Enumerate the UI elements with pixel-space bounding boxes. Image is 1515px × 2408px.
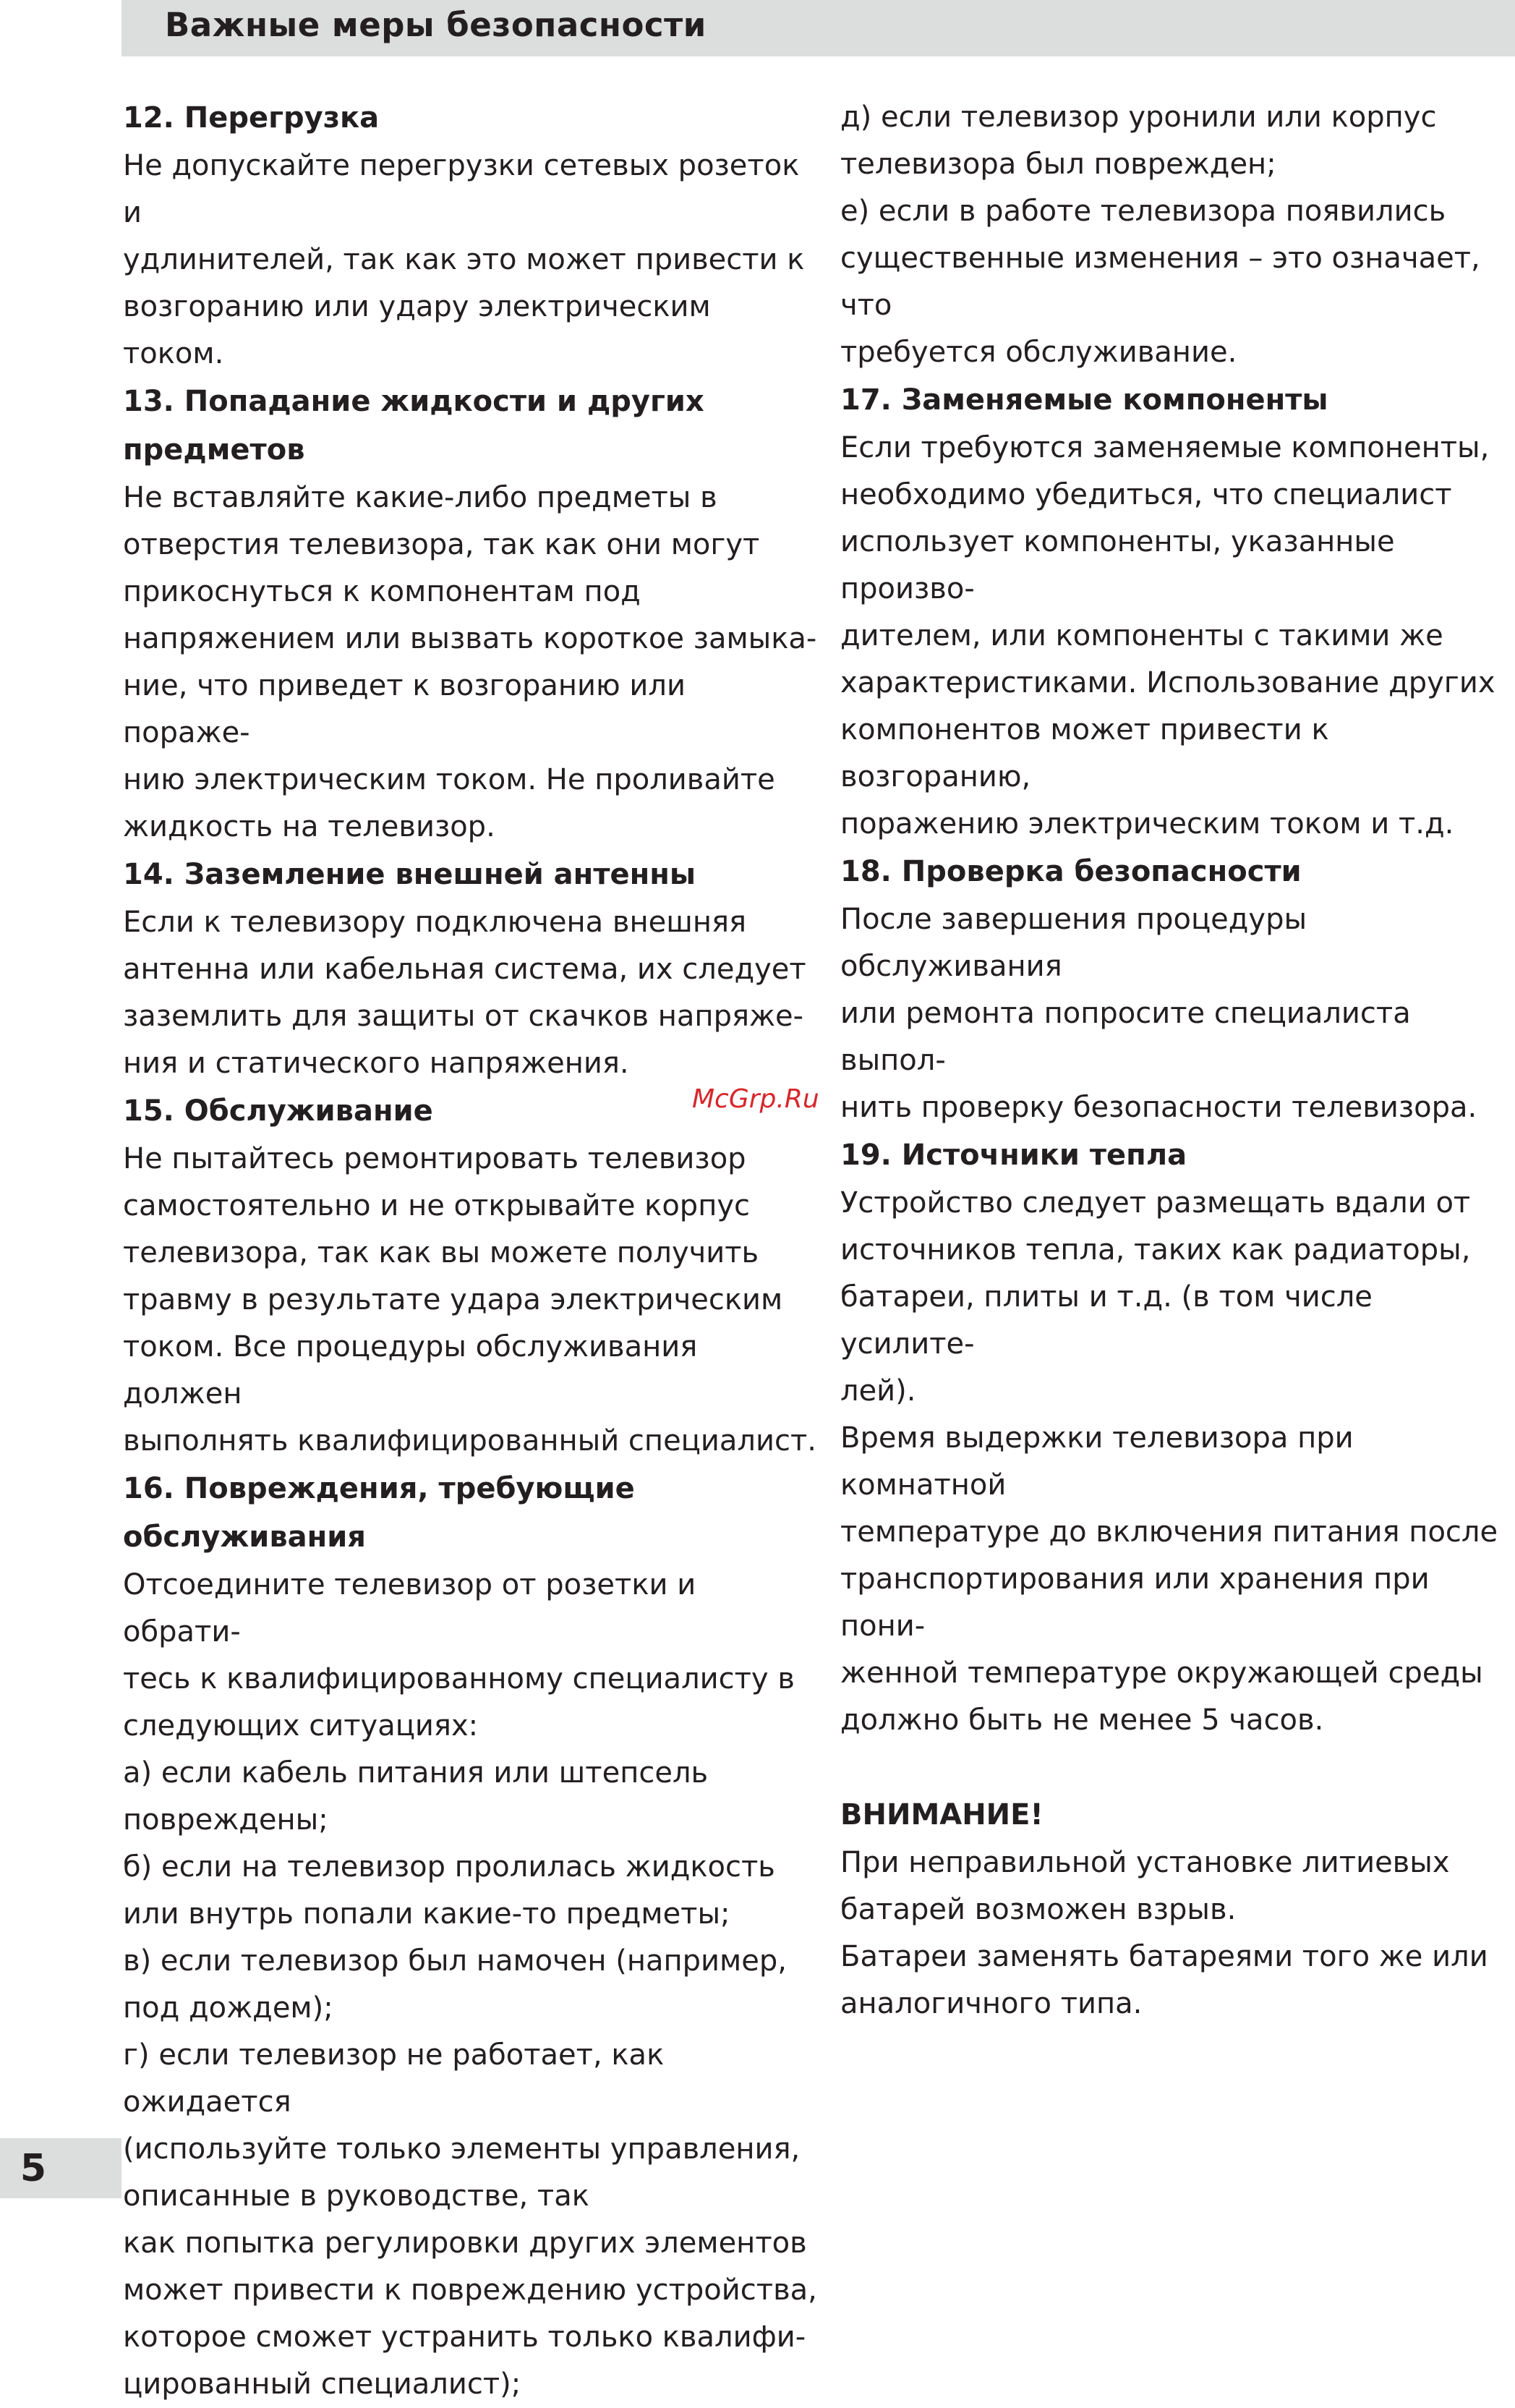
section-19-body: Устройство следует размещать вдали от источников тепла, таких как радиаторы, батареи, плиты и т.д. (в том числе усилите- лей). Время выдержки телевизора при комнатной температуре до включения питания после транспортирования или хранения при пони- женной температуре окружающей среды должно быть не менее 5 часов.: [840, 1186, 1498, 1737]
warning-title: ВНИМАНИЕ!: [840, 1798, 1044, 1831]
spacer: [840, 1744, 1513, 1791]
section-16-title: 16. Повреждения, требующие обслуживания: [123, 1472, 635, 1554]
section-19-title: 19. Источники тепла: [840, 1139, 1187, 1172]
section-12-title: 12. Перегрузка: [123, 101, 380, 135]
watermark-text: McGrp.Ru: [692, 1084, 819, 1114]
section-12-body: Не допускайте перегрузки сетевых розеток и удлинителей, так как это может привести к возгоранию или удару электрическим током.: [123, 149, 805, 370]
warning-body: При неправильной установке литиевых батарей возможен взрыв. Батареи заменять батареями того же или аналогичного типа.: [840, 1846, 1488, 2020]
section-17-body: Если требуются заменяемые компоненты, необходимо убедиться, что специалист использует компоненты, указанные произво- дителем, или компоненты с такими же характеристиками. Использование других компонентов может привести к возгоранию, поражению электрическим током и т.д.: [840, 431, 1495, 841]
section-13-title: 13. Попадание жидкости и других предметов: [123, 385, 704, 467]
section-18-body: После завершения процедуры обслуживания или ремонта попросите специалиста выпол- нить проверку безопасности телевизора.: [840, 903, 1477, 1124]
section-16-continuation: д) если телевизор уронили или корпус телевизора был поврежден; е) если в работе телевизора появились существенные изменения – это означает, что требуется обслуживание.: [840, 101, 1480, 369]
page-title: Важные меры безопасности: [165, 6, 707, 44]
section-13-body: Не вставляйте какие-либо предметы в отверстия телевизора, так как они могут прикоснуться к компонентам под напряжением или вызвать короткое замыка- ние, что приведет к возгоранию или пораже- нию электрическим током. Не проливайте жидкость на телевизор.: [123, 481, 817, 843]
section-17-title: 17. Заменяемые компоненты: [840, 383, 1328, 417]
section-16-body: Отсоедините телевизор от розетки и обрати- тесь к квалифицированному специалисту в следующих ситуациях: а) если кабель питания или штепсель повреждены; б) если на телевизор пролилась жидкость или внутрь попали какие-то предметы; в) если телевизор был намочен (например, под дождем); г) если телевизор не работает, как ожидается (используйте только элементы управления, описанные в руководстве, так как попытка регулировки других элементов может привести к повреждению устройства, которое сможет устранить только квалифи- цированный специалист);: [123, 1568, 817, 2401]
section-14-title: 14. Заземление внешней антенны: [123, 858, 696, 891]
section-18-title: 18. Проверка безопасности: [840, 855, 1302, 888]
left-column: [123, 94, 817, 2408]
section-15-title: 15. Обслуживание: [123, 1094, 433, 1128]
section-15-body: Не пытайтесь ремонтировать телевизор самостоятельно и не открывайте корпус телевизора, так как вы можете получить травму в результате удара электрическим током. Все процедуры обслуживания должен выполнять квалифицированный специалист.: [123, 1142, 816, 1458]
right-column: [840, 94, 1513, 2028]
section-14-body: Если к телевизору подключена внешняя антенна или кабельная система, их следует заземлить для защиты от скачков напряже- ния и статического напряжения.: [123, 906, 806, 1080]
page-number: 5: [20, 2147, 47, 2190]
